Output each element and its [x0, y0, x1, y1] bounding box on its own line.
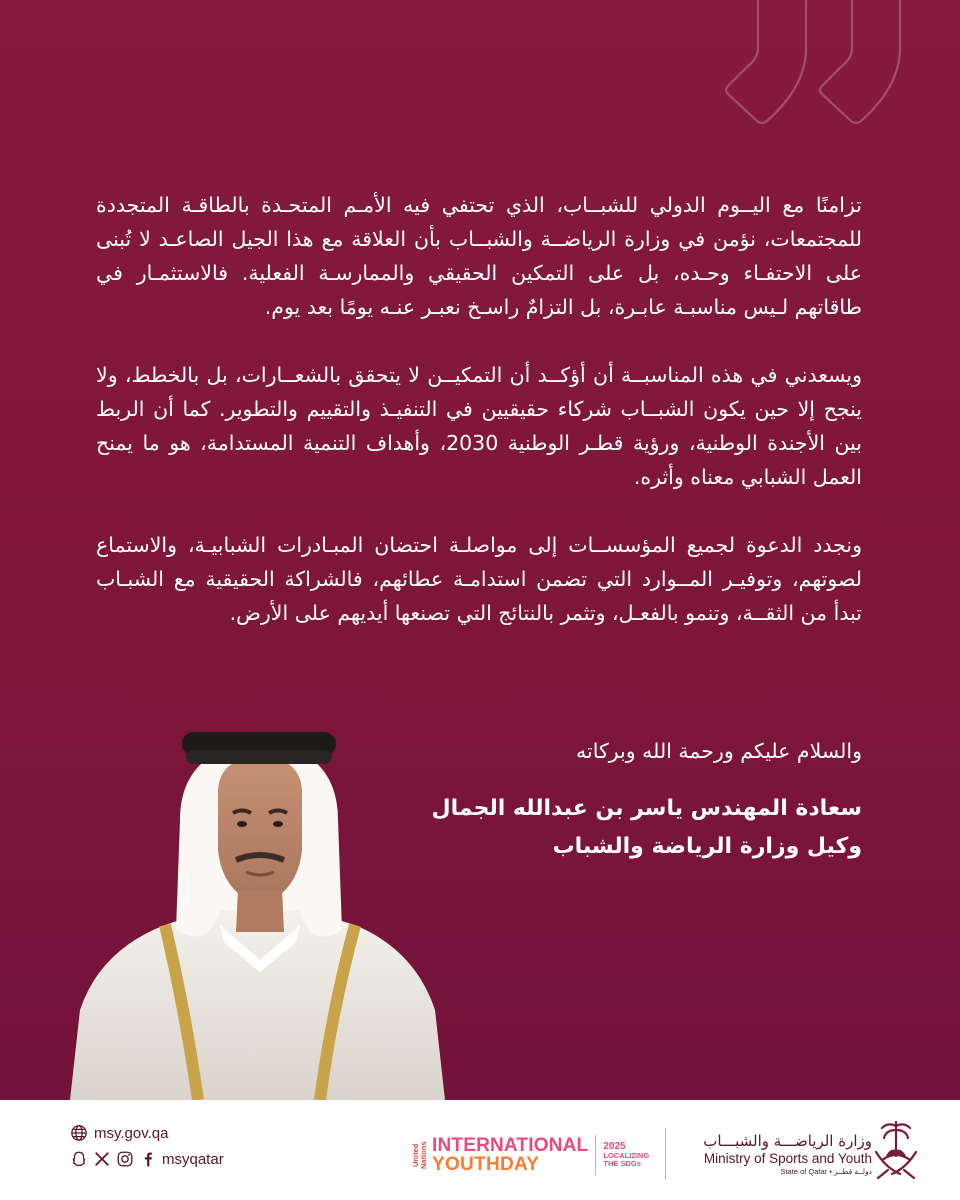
iyd-divider: [595, 1135, 596, 1175]
signatory-name: سعادة المهندس ياسر بن عبدالله الجمال: [431, 796, 862, 821]
statement-body: [96, 188, 862, 630]
iyd-tagline-1: LOCALIZING: [603, 1151, 650, 1161]
iyd-wordmark: [432, 1136, 588, 1174]
snapchat-icon[interactable]: [70, 1150, 88, 1168]
facebook-icon[interactable]: [139, 1150, 157, 1168]
statement-paragraph: ويسعدني في هذه المناسبــة أن أؤكــد أن التمكيــن لا يتحقق بالشعــارات، بل بالخطط، ولا ينجح إلا حين يكون الشبــاب شركاء حقيقيين في التنفيـذ والتقييم والتطوير. كما أن الربط بين الأجندة الوطنية، ورؤية قطـر الوطنية 2030، وأهداف التنمية المستدامة، هو ما يمنح العمل الشبابي معناه وأثره.: [96, 363, 862, 489]
x-icon[interactable]: [93, 1150, 111, 1168]
social-links: [70, 1150, 224, 1168]
qatar-emblem-icon: [870, 1116, 922, 1186]
social-handle[interactable]: msyqatar: [162, 1150, 224, 1168]
ministry-state: State of Qatar • دولــة قطــر: [780, 1167, 872, 1176]
instagram-icon[interactable]: [116, 1150, 134, 1168]
ministry-logo-text: [703, 1132, 872, 1177]
un-label: United Nations: [411, 1141, 428, 1169]
iyd-year: 2025: [603, 1140, 626, 1152]
iyd-tagline-block: [603, 1142, 649, 1168]
website-url: msy.gov.qa: [94, 1124, 169, 1142]
iyd-line-1: INTERNATIONAL: [432, 1135, 589, 1156]
portrait-photo: [70, 710, 445, 1100]
international-youth-day-logo: [412, 1132, 649, 1178]
iyd-tagline-2: THE SDGs: [603, 1159, 641, 1169]
ministry-name-ar: وزارة الرياضـــة والشبـــاب: [703, 1132, 872, 1150]
website-link[interactable]: [70, 1124, 168, 1142]
footer-divider: [665, 1128, 666, 1180]
signatory-block: [431, 790, 862, 866]
closing-quote-icon: [720, 0, 920, 130]
signatory-title: وكيل وزارة الرياضة والشباب: [552, 834, 862, 859]
globe-icon: [70, 1124, 88, 1142]
closing-greeting: والسلام عليكم ورحمة الله وبركاته: [576, 739, 862, 763]
statement-paragraph: ونجدد الدعوة لجميع المؤسســات إلى مواصلـة احتضان المبـادرات الشبابيـة، والاستماع لصوتهم، وتوفيـر المــوارد التي تضمن استدامـة عطائهم، فالشراكة الحقيقية مع الشبـاب تبدأ من الثقــة، وتنمو بالفعـل، وتثمر بالنتائج التي تصنعها أيديهم على الأرض.: [96, 533, 862, 625]
iyd-line-2: YOUTHDAY: [432, 1154, 540, 1175]
statement-paragraph: تزامنًا مع اليــوم الدولي للشبــاب، الذي تحتفي فيه الأمـم المتحـدة بالطاقـة المتجددة للمجتمعات، نؤمن في وزارة الرياضــة والشبــاب بأن العلاقة مع هذا الجيل الصاعـد لا تُبنى على الاحتفـاء وحـده، بل على التمكين الحقيقي والممارسـة الفعلية. فالاستثمـار في طاقاتهم لـيس مناسبـة عابـرة، بل التزامٌ راسـخ نعبـر عنـه يومًا بعد يوم.: [96, 193, 862, 319]
ministry-name-en: Ministry of Sports and Youth: [703, 1151, 872, 1166]
